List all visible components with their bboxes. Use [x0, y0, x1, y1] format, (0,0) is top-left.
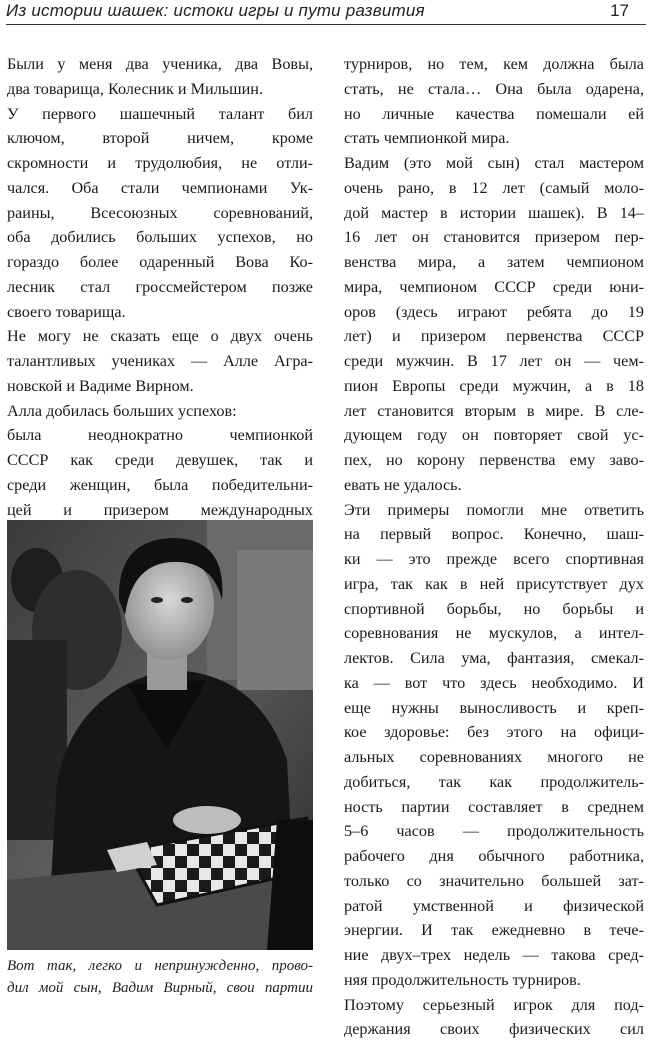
text-line: скромности и трудолюбия, не отли-	[7, 154, 313, 172]
text-line: Алла добилась больших успехов:	[7, 401, 237, 420]
text-line: была неоднократно чемпионкой	[7, 426, 313, 445]
text-line: турниров, но тем, кем должна была	[344, 55, 644, 73]
text-line: лет) и призером первенства СССР	[344, 327, 644, 346]
text-line: очень рано, в 12 лет (самый моло-	[344, 178, 644, 197]
text-line: ние двух–трех недель — такова сред-	[344, 946, 644, 964]
text-line: держания своих физических сил	[344, 1020, 644, 1039]
text-line: еще нужны выносливость и креп-	[344, 698, 644, 717]
text-line: два товарища, Колесник и Мильшин.	[7, 79, 263, 98]
text-line: оба добились больших успехов, но	[7, 228, 313, 247]
text-line: ключом, второй ничем, кроме	[7, 129, 313, 148]
text-line: Эти примеры помогли мне ответить	[344, 500, 644, 519]
page-number: 17	[610, 1, 629, 20]
text-line: лектов. Сила ума, фантазия, смекал-	[344, 649, 644, 667]
text-line: СССР как среди девушек, так и	[7, 451, 313, 469]
text-line: дующем году он повторяет свой ус-	[344, 426, 644, 445]
text-line: спортивной борьбы, но борьбы и	[344, 599, 644, 618]
header-rule	[6, 24, 646, 25]
text-line: своего товарища.	[7, 302, 126, 321]
text-line: раины, Всесоюзных соревнований,	[7, 203, 313, 222]
text-line: ка — вот что здесь необходимо. И	[344, 673, 644, 692]
text-line: добиться, так как продолжитель-	[344, 772, 644, 791]
text-line: У первого шашечный талант бил	[7, 104, 313, 123]
text-line: игра, так как в ней присутствует дух	[344, 574, 644, 593]
text-line: венства мира, а затем чемпионом	[344, 253, 644, 271]
text-line: стать чемпионкой мира.	[344, 129, 510, 148]
text-line: оров (здесь играют ребята до 19	[344, 302, 644, 321]
text-line: цей и призером международных	[7, 500, 313, 519]
text-line: среди мужчин. В 17 лет он — чем-	[344, 352, 644, 370]
text-line: соревнования не мускулов, а интел-	[344, 624, 644, 643]
text-line: талантливых учениках — Алле Агра-	[7, 352, 313, 370]
caption-line: Вот так, легко и непринужденно, прово-	[7, 958, 313, 974]
text-line: но личные качества помешали ей	[344, 104, 644, 123]
photo-caption	[7, 955, 313, 999]
right-text-column	[344, 52, 644, 1042]
text-line: только со значительно большей зат-	[344, 871, 644, 890]
text-line: няя продолжительность турниров.	[344, 970, 581, 989]
text-line: ность партии составляет в среднем	[344, 797, 644, 816]
text-line: Были у меня два ученика, два Вовы,	[7, 55, 313, 73]
text-line: новской и Вадиме Вирном.	[7, 376, 194, 395]
text-line: энергии. И так ежедневно в тече-	[344, 921, 644, 940]
text-line: лесник стал гроссмейстером позже	[7, 277, 313, 296]
text-line: пион Европы среди мужчин, а в 18	[344, 376, 644, 395]
running-title: Из истории шашек: истоки игры и пути развития	[6, 1, 425, 20]
photo-checkers-player	[7, 520, 313, 950]
text-line: Поэтому серьезный игрок для под-	[344, 995, 644, 1014]
text-line: альных соревнованиях многого не	[344, 748, 644, 766]
text-line: ки — это прежде всего спортивная	[344, 550, 644, 568]
text-line: на первый вопрос. Конечно, шаш-	[344, 525, 644, 544]
text-line: чался. Оба стали чемпионами Ук-	[7, 178, 313, 197]
text-line: лет становится вторым в мире. В сле-	[344, 401, 644, 420]
text-line: пех, но корону первенства ему заво-	[344, 451, 644, 469]
page-header	[0, 0, 651, 26]
text-line: 16 лет он становится призером пер-	[344, 228, 644, 247]
text-line: кое здоровье: без этого на офици-	[344, 723, 644, 742]
photo-illustration	[7, 520, 313, 950]
text-line: Не могу не сказать еще о двух очень	[7, 327, 313, 346]
left-text-column	[7, 52, 313, 522]
text-line: рабочего дня обычного работника,	[344, 847, 644, 865]
text-line: дой мастер в истории шашек). В 14–	[344, 203, 644, 222]
caption-line: дил мой сын, Вадим Вирный, свои партии	[7, 980, 313, 996]
text-line: Вадим (это мой сын) стал мастером	[344, 154, 644, 172]
text-line: мира, чемпионом СССР среди юни-	[344, 277, 644, 296]
text-line: стать, не стала… Она была одарена,	[344, 79, 644, 98]
text-line: среди женщин, была победительни-	[7, 475, 313, 494]
text-line: ратой умственной и физической	[344, 896, 644, 915]
text-line: 5–6 часов — продолжительность	[344, 822, 644, 841]
text-line: евать не удалось.	[344, 475, 462, 494]
text-line: гораздо более одаренный Вова Ко-	[7, 253, 313, 271]
